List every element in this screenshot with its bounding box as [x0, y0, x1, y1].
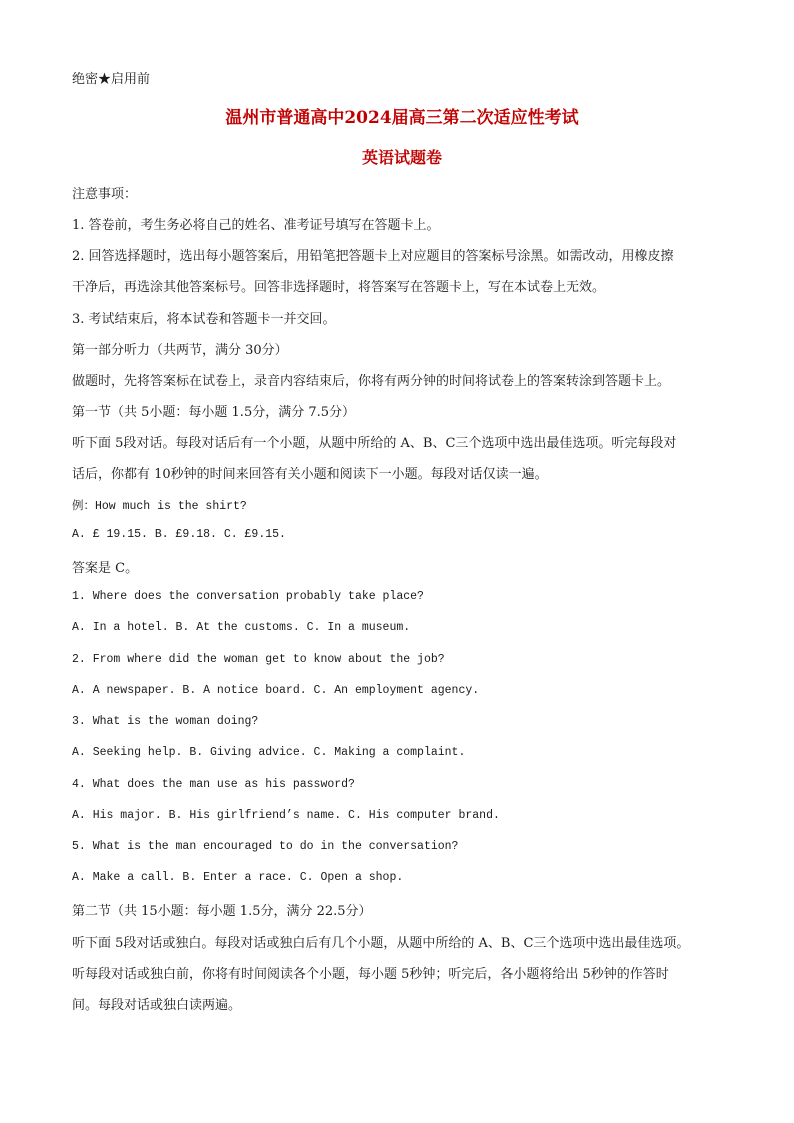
- section1-instruction-line-2: 话后，你都有 10秒钟的时间来回答有关小题和阅读下一小题。每段对话仅读一遍。: [72, 467, 548, 482]
- question-4: 4. What does the man use as his password?: [72, 778, 355, 791]
- question-5: 5. What is the man encouraged to do in the conversation?: [72, 840, 459, 853]
- section2-instruction-line-1: 听下面 5段对话或独白。每段对话或独白后有几个小题，从题中所给的 A、B、C三个选项中选出最佳选项。: [72, 936, 690, 951]
- notice-item-1: 1. 答卷前，考生务必将自己的姓名、准考证号填写在答题卡上。: [72, 218, 440, 233]
- question-3-options: A. Seeking help. B. Giving advice. C. Making a complaint.: [72, 746, 466, 759]
- question-5-options: A. Make a call. B. Enter a race. C. Open a shop.: [72, 871, 404, 884]
- part1-heading: 第一部分听力（共两节，满分 30分）: [72, 343, 288, 358]
- notice-heading: 注意事项：: [72, 187, 138, 202]
- question-1: 1. Where does the conversation probably take place?: [72, 590, 424, 603]
- notice-item-3: 3. 考试结束后，将本试卷和答题卡一并交回。: [72, 312, 336, 327]
- part1-instruction: 做题时，先将答案标在试卷上，录音内容结束后，你将有两分钟的时间将试卷上的答案转涂到答题卡上。: [72, 374, 671, 389]
- section1-instruction-line-1: 听下面 5段对话。每段对话后有一个小题，从题中所给的 A、B、C三个选项中选出最佳选项。听完每段对: [72, 436, 677, 451]
- example-options: A. £ 19.15. B. £9.18. C. £9.15.: [72, 528, 286, 541]
- question-4-options: A. His major. B. His girlfriend’s name. C. His computer brand.: [72, 809, 500, 822]
- section2-instruction-line-3: 间。每段对话或独白读两遍。: [72, 998, 242, 1013]
- example-question: 例：How much is the shirt?: [72, 500, 247, 513]
- section2-instruction-line-2: 听每段对话或独白前，你将有时间阅读各个小题，每小题 5秒钟；听完后，各小题将给出 5秒钟的作答时: [72, 967, 669, 982]
- section1-heading: 第一节（共 5小题：每小题 1.5分，满分 7.5分）: [72, 405, 356, 420]
- exam-title: 温州市普通高中2024届高三第二次适应性考试: [225, 108, 579, 128]
- exam-subtitle: 英语试题卷: [361, 148, 442, 167]
- question-3: 3. What is the woman doing?: [72, 715, 259, 728]
- section2-heading: 第二节（共 15小题：每小题 1.5分，满分 22.5分）: [72, 904, 372, 919]
- question-2: 2. From where did the woman get to know about the job?: [72, 653, 445, 666]
- notice-item-2-line-2: 干净后，再选涂其他答案标号。回答非选择题时，将答案写在答题卡上，写在本试卷上无效。: [72, 280, 606, 295]
- secret-mark: 绝密★启用前: [72, 72, 151, 87]
- example-answer: 答案是 C。: [72, 561, 139, 576]
- notice-item-2-line-1: 2. 回答选择题时，选出每小题答案后，用铅笔把答题卡上对应题目的答案标号涂黑。如需改动，用橡皮擦: [72, 249, 674, 264]
- question-1-options: A. In a hotel. B. At the customs. C. In a museum.: [72, 621, 411, 634]
- question-2-options: A. A newspaper. B. A notice board. C. An employment agency.: [72, 684, 480, 697]
